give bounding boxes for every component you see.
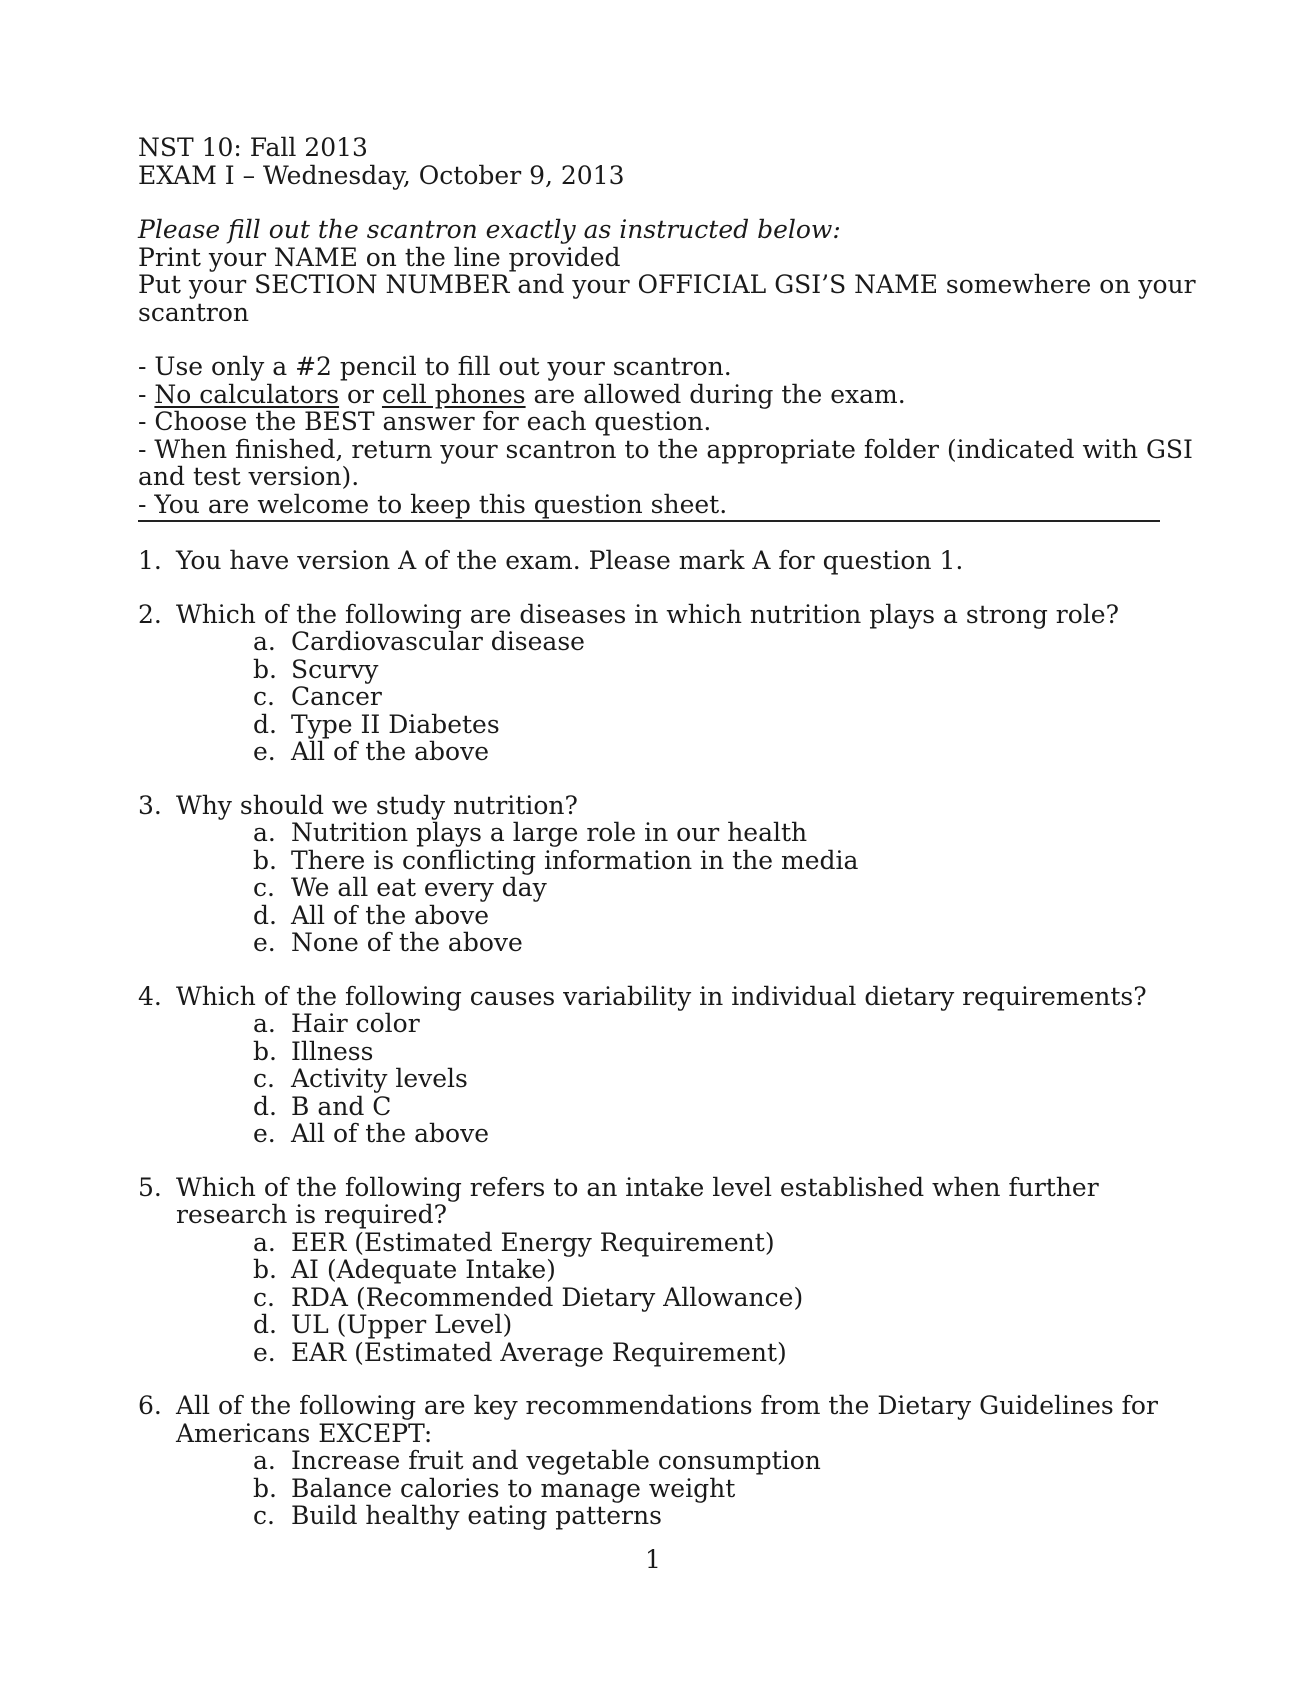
option-text: All of the above: [291, 737, 490, 766]
question-text: Why should we study nutrition?: [176, 790, 578, 820]
option-text: Build healthy eating patterns: [291, 1501, 662, 1530]
rule-best-answer: - Choose the BEST answer for each question.: [138, 407, 712, 436]
answer-option: [253, 1447, 1158, 1475]
option-letter: c.: [253, 873, 275, 902]
option-text: RDA (Recommended Dietary Allowance): [291, 1282, 804, 1312]
exam-page: [138, 133, 1196, 1530]
rule-return-2: and test version).: [138, 462, 360, 491]
question-number: 6.: [138, 1391, 162, 1420]
question-number: 3.: [138, 790, 162, 820]
option-letter: b.: [253, 1255, 277, 1284]
option-letter: a.: [253, 1227, 276, 1257]
answer-option: [253, 819, 1158, 847]
option-text: Balance calories to manage weight: [291, 1473, 736, 1503]
option-text: Cancer: [291, 682, 382, 711]
option-text: AI (Adequate Intake): [291, 1255, 556, 1284]
question-2: [138, 601, 1158, 766]
answer-option: [253, 683, 1158, 711]
option-letter: c.: [253, 1064, 275, 1093]
option-letter: b.: [253, 654, 277, 684]
answer-option: [253, 1256, 1158, 1284]
question-number: 1.: [138, 546, 162, 575]
option-letter: d.: [253, 709, 277, 739]
answer-options: [176, 1010, 1158, 1148]
rule-calculators: - No calculators or cell phones are allowed during the exam.: [138, 379, 906, 409]
option-letter: e.: [253, 928, 276, 957]
rule-pencil: - Use only a #2 pencil to fill out your scantron.: [138, 352, 732, 381]
option-text: There is conflicting information in the media: [291, 845, 859, 875]
option-letter: c.: [253, 682, 275, 711]
option-text: None of the above: [291, 928, 523, 957]
question-number: 5.: [138, 1172, 162, 1202]
answer-option: [253, 1229, 1158, 1257]
answer-option: [253, 1284, 1158, 1312]
instruction-section-1: Put your SECTION NUMBER and your OFFICIAL GSI’S NAME somewhere on your: [138, 270, 1196, 299]
option-letter: a.: [253, 627, 276, 656]
option-text: Illness: [291, 1036, 374, 1066]
answer-option: [253, 902, 1158, 930]
option-letter: e.: [253, 737, 276, 766]
option-text: UL (Upper Level): [291, 1310, 513, 1339]
option-letter: a.: [253, 818, 276, 847]
option-letter: c.: [253, 1282, 275, 1312]
option-letter: b.: [253, 1473, 277, 1503]
answer-option: [253, 929, 1158, 957]
answer-option: [253, 1311, 1158, 1339]
option-text: Cardiovascular disease: [291, 627, 585, 656]
answer-option: [253, 1093, 1158, 1121]
answer-option: [253, 1339, 1158, 1367]
option-letter: d.: [253, 1310, 277, 1339]
question-number: 2.: [138, 599, 162, 629]
course-title: NST 10: Fall 2013: [138, 133, 368, 162]
divider-rule: [138, 520, 1160, 522]
question-5: [138, 1174, 1158, 1367]
answer-options: [176, 1447, 1158, 1530]
question-list: [138, 547, 1158, 1530]
answer-option: [253, 1065, 1158, 1093]
answer-option: [253, 874, 1158, 902]
option-text: Scurvy: [291, 654, 379, 684]
answer-option: [253, 711, 1158, 739]
answer-option: [253, 628, 1158, 656]
question-number: 4.: [138, 981, 162, 1011]
answer-option: [253, 847, 1158, 875]
cell-phones-text: cell phones: [381, 379, 526, 409]
question-3: [138, 792, 1158, 957]
option-text: EAR (Estimated Average Requirement): [291, 1337, 787, 1367]
option-letter: a.: [253, 1009, 276, 1038]
page-number: 1: [645, 1545, 661, 1574]
option-letter: b.: [253, 1036, 277, 1066]
rule-keep-sheet: - You are welcome to keep this question sheet.: [138, 489, 728, 519]
option-letter: e.: [253, 1337, 276, 1367]
question-6: [138, 1392, 1158, 1530]
option-letter: d.: [253, 900, 277, 930]
answer-option: [253, 1010, 1158, 1038]
answer-option: [253, 1120, 1158, 1148]
question-text: Which of the following causes variability in individual dietary requirements?: [176, 981, 1147, 1011]
answer-options: [176, 628, 1158, 766]
option-letter: e.: [253, 1119, 276, 1148]
rule-return-1: - When finished, return your scantron to the appropriate folder (indicated with GSI: [138, 434, 1193, 464]
option-letter: d.: [253, 1091, 277, 1121]
answer-option: [253, 738, 1158, 766]
question-text: Which of the following refers to an intake level established when further research is required?: [176, 1172, 1099, 1229]
answer-option: [253, 1475, 1158, 1503]
answer-option: [253, 1038, 1158, 1066]
option-letter: a.: [253, 1446, 276, 1475]
option-text: All of the above: [291, 1119, 490, 1148]
option-text: Type II Diabetes: [291, 709, 500, 739]
option-text: All of the above: [291, 900, 490, 930]
answer-options: [176, 819, 1158, 957]
no-calculators-text: No calculators: [154, 379, 340, 409]
answer-options: [176, 1229, 1158, 1367]
instruction-name: Print your NAME on the line provided: [138, 242, 621, 272]
instructions-intro: Please fill out the scantron exactly as instructed below:: [138, 215, 841, 244]
option-text: We all eat every day: [291, 873, 547, 902]
option-letter: c.: [253, 1501, 275, 1530]
question-4: [138, 983, 1158, 1148]
option-text: EER (Estimated Energy Requirement): [291, 1227, 775, 1257]
option-text: Nutrition plays a large role in our health: [291, 818, 808, 847]
answer-option: [253, 1502, 1158, 1530]
question-text: You have version A of the exam. Please mark A for question 1.: [176, 546, 964, 575]
option-text: Hair color: [291, 1009, 420, 1038]
option-letter: b.: [253, 845, 277, 875]
exam-title: EXAM I – Wednesday, October 9, 2013: [138, 160, 625, 190]
option-text: Activity levels: [291, 1064, 468, 1093]
question-1: [138, 547, 1158, 575]
question-text: Which of the following are diseases in which nutrition plays a strong role?: [176, 599, 1120, 629]
instruction-section-2: scantron: [138, 297, 249, 327]
answer-option: [253, 656, 1158, 684]
option-text: B and C: [291, 1091, 392, 1121]
question-text: All of the following are key recommendations from the Dietary Guidelines for Americans EXCEPT:: [176, 1391, 1158, 1448]
option-text: Increase fruit and vegetable consumption: [291, 1446, 821, 1475]
